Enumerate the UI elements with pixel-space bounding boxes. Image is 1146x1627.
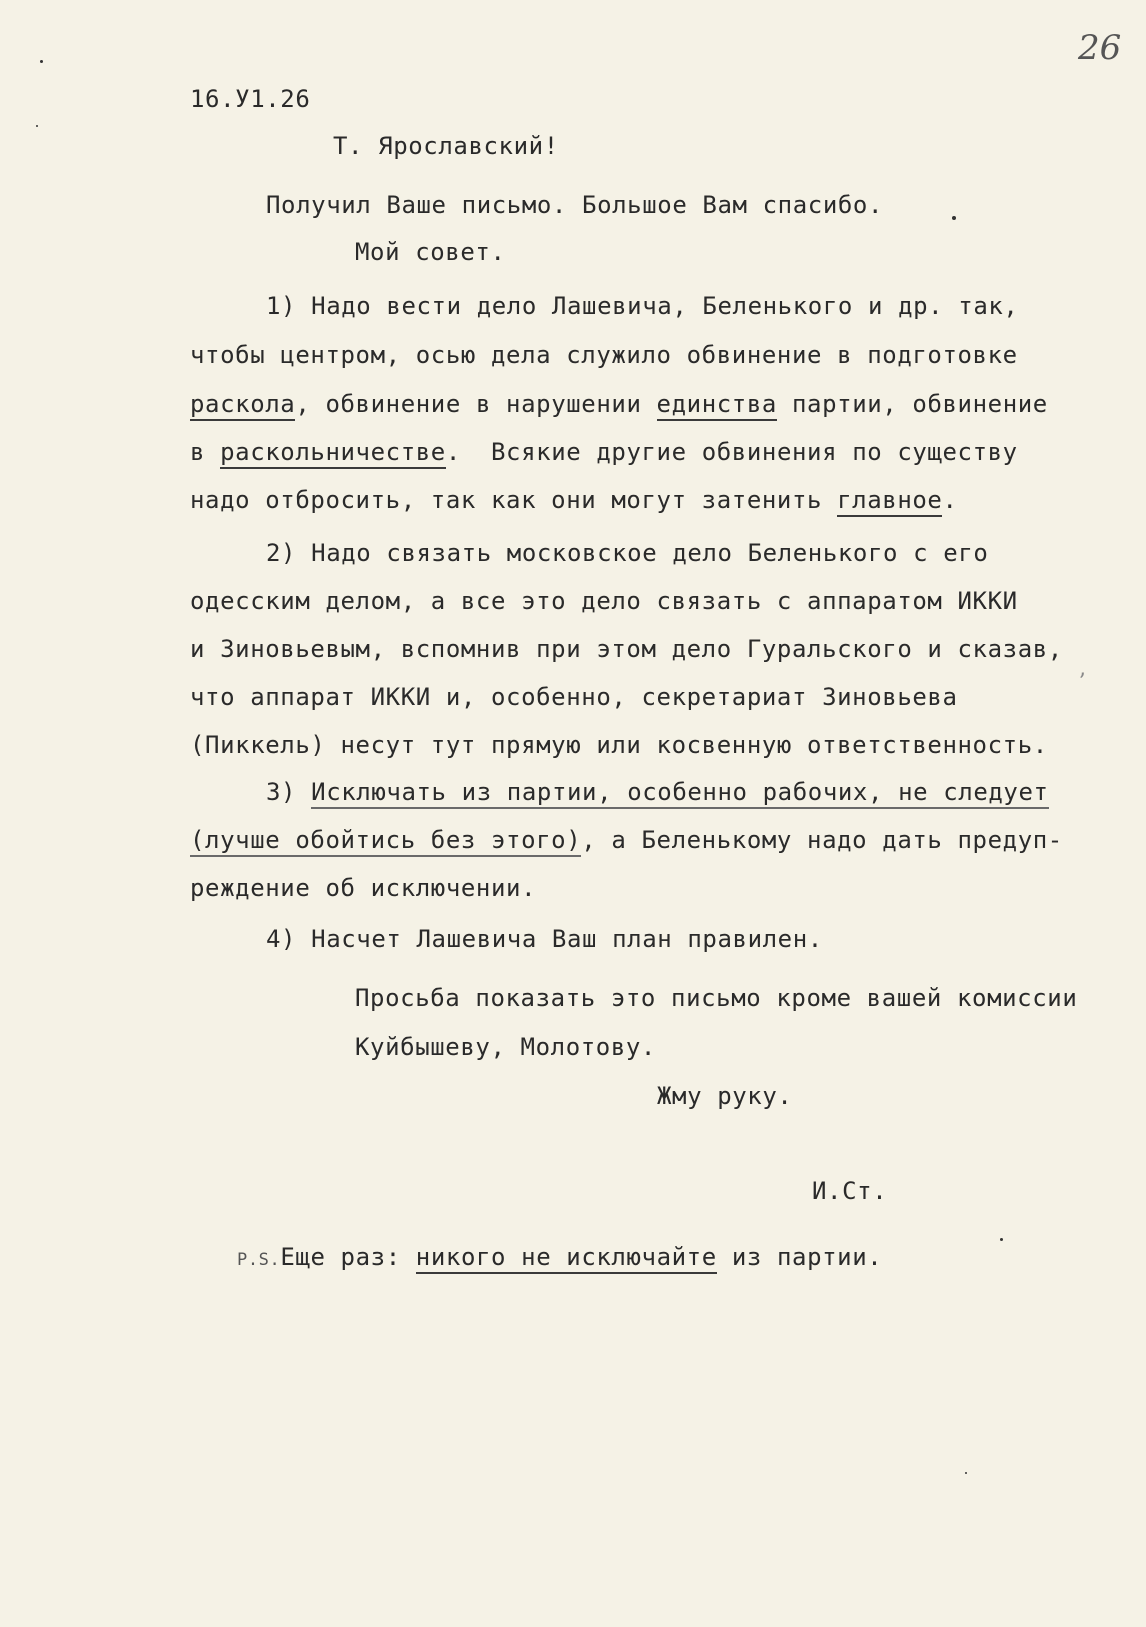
point-3-line-2-text: , а Беленькому надо дать предуп- [581, 826, 1063, 854]
underlined-nikogo: никого не исключайте [416, 1243, 717, 1274]
point-1-line-3-text-a: , обвинение в нарушении [295, 390, 657, 418]
ps-text-b: из партии. [716, 1243, 883, 1271]
point-1-line-4 [190, 437, 1018, 467]
point-4-line: 4) Насчет Лашевича Ваш план правилен. [266, 925, 823, 953]
letter-date: 16.У1.26 [190, 85, 311, 113]
point-1-line-4-text-a: в [190, 438, 221, 466]
point-2-line-1: 2) Надо связать московское дело Беленького с его [266, 539, 989, 567]
paper-speck [952, 216, 956, 220]
point-1-line-2: чтобы центром, осью дела служило обвинение в подготовке [190, 341, 1018, 369]
underlined-edinstva: единства [657, 390, 777, 421]
ps-mark: P.S. [237, 1250, 281, 1270]
paper-speck [965, 1472, 967, 1474]
paper-speck [40, 60, 43, 63]
postscript [237, 1242, 882, 1275]
page-number: 26 [1078, 28, 1122, 68]
point-3-number: 3) [266, 778, 312, 806]
closing: Жму руку. [657, 1082, 793, 1110]
advice-header: Мой совет. [355, 238, 506, 266]
paper-speck [1000, 1238, 1003, 1241]
intro-line: Получил Ваше письмо. Большое Вам спасибо. [266, 191, 884, 219]
point-1-line-3-text-b: партии, обвинение [776, 390, 1048, 418]
signature: И.Ст. [812, 1177, 888, 1205]
ps-text-a: Еще раз: [280, 1243, 416, 1271]
point-2-line-4: что аппарат ИККИ и, особенно, секретариат Зиновьева [190, 683, 958, 711]
underlined-parenthetical: (лучше обойтись без этого) [190, 826, 581, 857]
salutation: Т. Ярославский! [333, 132, 559, 160]
request-line-2: Куйбышеву, Молотову. [355, 1033, 656, 1061]
underlined-glavnoe: главное [837, 486, 942, 517]
point-1-line-1: 1) Надо вести дело Лашевича, Беленького и др. так, [266, 292, 1019, 320]
point-2-line-2: одесским делом, а все это дело связать с аппаратом ИККИ [190, 587, 1018, 615]
point-2-line-3: и Зиновьевым, вспомнив при этом дело Гуральского и сказав, [190, 635, 1063, 663]
request-line-1: Просьба показать это письмо кроме вашей комиссии [355, 984, 1078, 1012]
point-2-line-5: (Пиккель) несут тут прямую или косвенную ответственность. [190, 731, 1048, 759]
point-1-line-5-text-b: . [942, 486, 958, 514]
point-1-line-4-text-b: . Всякие другие обвинения по существу [445, 438, 1018, 466]
point-3-line-2 [190, 825, 1063, 855]
point-3-line-3: реждение об исключении. [190, 874, 537, 902]
pencil-tick-mark: ʼ [1078, 670, 1086, 695]
point-1-line-5-text-a: надо отбросить, так как они могут затенить [190, 486, 838, 514]
point-3-line-1 [266, 777, 1049, 807]
point-1-line-3 [190, 389, 1048, 419]
underlined-raskola: раскола [190, 390, 295, 421]
paper-speck [36, 125, 38, 127]
underlined-raskolnichestve: раскольничестве [220, 438, 446, 469]
point-1-line-5 [190, 485, 958, 515]
underlined-exclusion-advice: Исключать из партии, особенно рабочих, не следует [311, 778, 1048, 809]
